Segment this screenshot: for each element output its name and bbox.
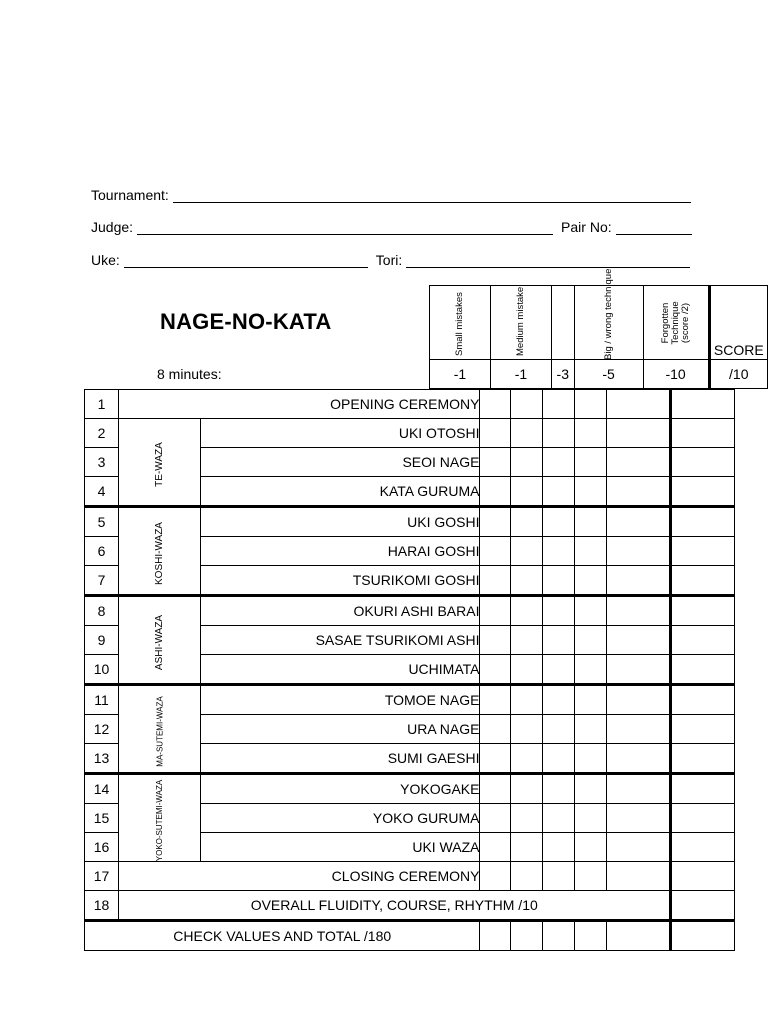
score-total-cell[interactable] xyxy=(671,715,735,744)
total-cell[interactable] xyxy=(543,921,575,951)
score-total-cell[interactable] xyxy=(671,626,735,655)
score-cell[interactable] xyxy=(480,537,511,566)
score-cell[interactable] xyxy=(480,862,511,891)
score-cell[interactable] xyxy=(607,390,671,419)
score-cell[interactable] xyxy=(511,566,543,596)
col-big-wrong xyxy=(574,268,643,360)
row-number: 12 xyxy=(85,715,119,744)
score-cell[interactable] xyxy=(575,833,607,862)
group-ashi-waza xyxy=(119,596,201,685)
score-cell[interactable] xyxy=(511,744,543,774)
score-cell[interactable] xyxy=(511,715,543,744)
score-cell[interactable] xyxy=(511,477,543,507)
row-number: 11 xyxy=(85,685,119,715)
technique-name: CLOSING CEREMONY xyxy=(119,862,480,891)
score-cell[interactable] xyxy=(511,862,543,891)
score-cell[interactable] xyxy=(575,715,607,744)
score-total-cell[interactable] xyxy=(671,419,735,448)
technique-name: HARAI GOSHI xyxy=(201,537,480,566)
table-row xyxy=(85,596,735,626)
score-cell[interactable] xyxy=(607,566,671,596)
total-cell[interactable] xyxy=(511,921,543,951)
col-extra xyxy=(552,286,575,360)
technique-name: TOMOE NAGE xyxy=(201,685,480,715)
score-cell[interactable] xyxy=(575,862,607,891)
score-cell[interactable] xyxy=(607,862,671,891)
score-cell[interactable] xyxy=(543,507,575,537)
tori-label: Tori: xyxy=(375,252,403,268)
col-small-mistakes xyxy=(430,286,491,360)
score-cell[interactable] xyxy=(511,626,543,655)
table-row xyxy=(85,891,735,921)
table-row xyxy=(85,390,735,419)
score-cell[interactable] xyxy=(575,596,607,626)
col-extra-value: -3 xyxy=(552,360,575,389)
score-total-cell[interactable] xyxy=(671,833,735,862)
score-cell[interactable] xyxy=(543,566,575,596)
score-cell[interactable] xyxy=(543,685,575,715)
table-row xyxy=(85,419,735,448)
row-number: 2 xyxy=(85,419,119,448)
score-cell[interactable] xyxy=(480,685,511,715)
technique-name: OKURI ASHI BARAI xyxy=(201,596,480,626)
score-cell[interactable] xyxy=(543,448,575,477)
score-total-cell[interactable] xyxy=(671,862,735,891)
score-cell[interactable] xyxy=(543,774,575,804)
score-cell[interactable] xyxy=(607,477,671,507)
score-cell[interactable] xyxy=(607,448,671,477)
tournament-label: Tournament: xyxy=(91,187,169,203)
group-yoko-sutemi-waza-label: YOKO-SUTEMI-WAZA xyxy=(155,779,165,862)
grand-total-cell[interactable] xyxy=(671,921,735,951)
technique-name: SEOI NAGE xyxy=(201,448,480,477)
row-number: 13 xyxy=(85,744,119,774)
score-total-cell[interactable] xyxy=(671,744,735,774)
score-cell[interactable] xyxy=(480,419,511,448)
uke-label: Uke: xyxy=(91,252,120,268)
score-cell[interactable] xyxy=(607,833,671,862)
table-row xyxy=(85,862,735,891)
judge-row xyxy=(91,219,692,235)
technique-name: UKI GOSHI xyxy=(201,507,480,537)
group-ma-sutemi-waza xyxy=(119,685,201,774)
score-cell[interactable] xyxy=(511,833,543,862)
tournament-row xyxy=(91,187,691,203)
score-cell[interactable] xyxy=(607,715,671,744)
score-cell[interactable] xyxy=(543,804,575,833)
row-number: 9 xyxy=(85,626,119,655)
score-cell[interactable] xyxy=(543,537,575,566)
score-cell[interactable] xyxy=(480,448,511,477)
score-cell[interactable] xyxy=(480,804,511,833)
pair-no-label: Pair No: xyxy=(561,219,612,235)
col-medium-mistake-label: Medium mistake xyxy=(515,286,526,356)
score-cell[interactable] xyxy=(607,626,671,655)
total-label: CHECK VALUES AND TOTAL /180 xyxy=(85,921,480,951)
row-number: 14 xyxy=(85,774,119,804)
score-cell[interactable] xyxy=(511,774,543,804)
row-number: 10 xyxy=(85,655,119,685)
score-cell[interactable] xyxy=(607,744,671,774)
score-cell[interactable] xyxy=(543,862,575,891)
group-ma-sutemi-waza-label: MA-SUTEMI-WAZA xyxy=(155,696,165,767)
score-cell[interactable] xyxy=(543,390,575,419)
row-number: 6 xyxy=(85,537,119,566)
uke-field[interactable] xyxy=(124,253,368,268)
score-total-cell[interactable] xyxy=(671,891,735,921)
total-cell[interactable] xyxy=(607,921,671,951)
score-total-cell[interactable] xyxy=(671,566,735,596)
uke-tori-row xyxy=(91,252,690,268)
score-cell[interactable] xyxy=(543,715,575,744)
col-score xyxy=(709,286,767,360)
score-cell[interactable] xyxy=(607,774,671,804)
row-number: 18 xyxy=(85,891,119,921)
score-total-cell[interactable] xyxy=(671,477,735,507)
col-medium-mistake xyxy=(491,286,552,360)
kata-title: NAGE-NO-KATA xyxy=(160,309,332,334)
col-forgotten xyxy=(643,286,709,360)
column-header xyxy=(429,268,768,389)
score-cell[interactable] xyxy=(543,626,575,655)
score-cell[interactable] xyxy=(543,419,575,448)
group-ashi-waza-label: ASHI-WAZA xyxy=(154,614,166,671)
score-total-cell[interactable] xyxy=(671,448,735,477)
row-number: 8 xyxy=(85,596,119,626)
row-number: 7 xyxy=(85,566,119,596)
technique-name: YOKOGAKE xyxy=(201,774,480,804)
group-yoko-sutemi-waza xyxy=(119,774,201,862)
group-koshi-waza xyxy=(119,507,201,596)
technique-name: UKI WAZA xyxy=(201,833,480,862)
score-cell[interactable] xyxy=(575,774,607,804)
row-number: 5 xyxy=(85,507,119,537)
total-row xyxy=(85,921,735,951)
score-cell[interactable] xyxy=(511,655,543,685)
score-cell[interactable] xyxy=(575,804,607,833)
col-big-value: -5 xyxy=(574,360,643,389)
duration-label: 8 minutes: xyxy=(157,366,222,382)
technique-name: UKI OTOSHI xyxy=(201,419,480,448)
group-te-waza-label: TE-WAZA xyxy=(154,442,166,487)
score-cell[interactable] xyxy=(480,566,511,596)
score-cell[interactable] xyxy=(480,626,511,655)
score-total-cell[interactable] xyxy=(671,390,735,419)
col-score-label: SCORE xyxy=(713,342,764,358)
score-cell[interactable] xyxy=(480,744,511,774)
score-cell[interactable] xyxy=(511,537,543,566)
table-row xyxy=(85,507,735,537)
score-cell[interactable] xyxy=(575,566,607,596)
tournament-field[interactable] xyxy=(173,188,691,203)
score-cell[interactable] xyxy=(575,507,607,537)
score-cell[interactable] xyxy=(575,655,607,685)
group-te-waza xyxy=(119,419,201,507)
score-total-cell[interactable] xyxy=(671,655,735,685)
score-cell[interactable] xyxy=(480,477,511,507)
score-cell[interactable] xyxy=(543,596,575,626)
score-cell[interactable] xyxy=(480,596,511,626)
score-cell[interactable] xyxy=(607,419,671,448)
table-row xyxy=(85,685,735,715)
total-cell[interactable] xyxy=(575,921,607,951)
technique-name: TSURIKOMI GOSHI xyxy=(201,566,480,596)
technique-name: OPENING CEREMONY xyxy=(119,390,480,419)
judge-label: Judge: xyxy=(91,219,134,235)
score-cell[interactable] xyxy=(511,448,543,477)
tori-field[interactable] xyxy=(406,253,690,268)
judge-field[interactable] xyxy=(137,220,553,235)
col-forgotten-value: -10 xyxy=(643,360,709,389)
score-cell[interactable] xyxy=(575,419,607,448)
score-cell[interactable] xyxy=(575,390,607,419)
col-small-value: -1 xyxy=(430,360,491,389)
score-cell[interactable] xyxy=(543,744,575,774)
score-cell[interactable] xyxy=(480,833,511,862)
score-cell[interactable] xyxy=(480,715,511,744)
score-total-cell[interactable] xyxy=(671,596,735,626)
score-cell[interactable] xyxy=(511,507,543,537)
score-total-cell[interactable] xyxy=(671,507,735,537)
score-cell[interactable] xyxy=(607,655,671,685)
score-total-cell[interactable] xyxy=(671,685,735,715)
total-cell[interactable] xyxy=(480,921,511,951)
score-cell[interactable] xyxy=(480,655,511,685)
col-small-mistakes-label: Small mistakes xyxy=(454,291,465,356)
technique-name: UCHIMATA xyxy=(201,655,480,685)
score-cell[interactable] xyxy=(575,685,607,715)
technique-name: YOKO GURUMA xyxy=(201,804,480,833)
col-forgotten-label xyxy=(661,291,691,355)
score-cell[interactable] xyxy=(511,419,543,448)
score-cell[interactable] xyxy=(511,390,543,419)
row-number: 1 xyxy=(85,390,119,419)
row-number: 15 xyxy=(85,804,119,833)
overall-fluidity-label: OVERALL FLUIDITY, COURSE, RHYTHM /10 xyxy=(119,891,671,921)
col-forgotten-label-2: (score /2) xyxy=(679,302,691,343)
technique-name: URA NAGE xyxy=(201,715,480,744)
score-total-cell[interactable] xyxy=(671,537,735,566)
col-forgotten-label-1: Forgotten Technique xyxy=(659,300,681,345)
score-cell[interactable] xyxy=(511,804,543,833)
score-cell[interactable] xyxy=(480,507,511,537)
score-cell[interactable] xyxy=(543,655,575,685)
col-medium-value: -1 xyxy=(491,360,552,389)
score-cell[interactable] xyxy=(607,537,671,566)
technique-name: SUMI GAESHI xyxy=(201,744,480,774)
table-row xyxy=(85,774,735,804)
technique-name: KATA GURUMA xyxy=(201,477,480,507)
score-cell[interactable] xyxy=(607,596,671,626)
pair-no-field[interactable] xyxy=(616,220,692,235)
col-big-wrong-label: Big / wrong technique xyxy=(602,268,614,360)
score-cell[interactable] xyxy=(575,744,607,774)
row-number: 16 xyxy=(85,833,119,862)
score-cell[interactable] xyxy=(575,477,607,507)
row-number: 4 xyxy=(85,477,119,507)
score-cell[interactable] xyxy=(543,833,575,862)
score-total-cell[interactable] xyxy=(671,804,735,833)
score-cell[interactable] xyxy=(511,685,543,715)
col-score-value: /10 xyxy=(709,360,767,389)
score-cell[interactable] xyxy=(607,507,671,537)
row-number: 17 xyxy=(85,862,119,891)
score-total-cell[interactable] xyxy=(671,774,735,804)
score-cell[interactable] xyxy=(480,390,511,419)
score-cell[interactable] xyxy=(607,804,671,833)
group-koshi-waza-label: KOSHI-WAZA xyxy=(154,522,166,585)
score-cell[interactable] xyxy=(575,537,607,566)
score-cell[interactable] xyxy=(511,596,543,626)
score-cell[interactable] xyxy=(575,626,607,655)
score-cell[interactable] xyxy=(543,477,575,507)
row-number: 3 xyxy=(85,448,119,477)
score-cell[interactable] xyxy=(480,774,511,804)
technique-name: SASAE TSURIKOMI ASHI xyxy=(201,626,480,655)
score-cell[interactable] xyxy=(575,448,607,477)
scoring-table xyxy=(84,389,735,951)
score-cell[interactable] xyxy=(607,685,671,715)
